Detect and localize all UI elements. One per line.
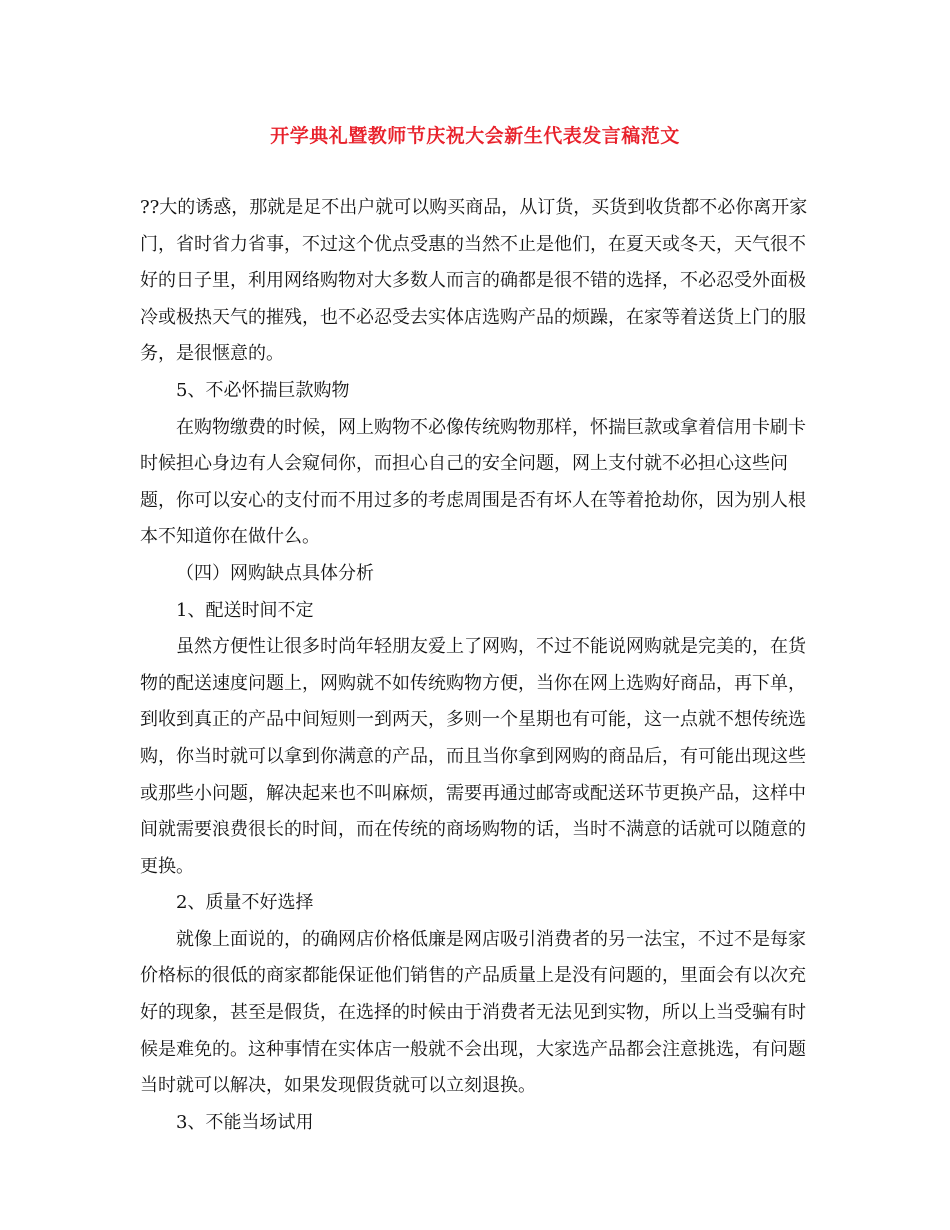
body-paragraph: 在购物缴费的时候，网上购物不必像传统购物那样，怀揣巨款或拿着信用卡刷卡时候担心身边有人会窥伺你，而担心自己的安全问题，网上支付就不必担心这些问题，你可以安心的支付而不用过多的考虑周围是否有坏人在等着抢劫你，因为别人根本不知道你在做什么。 <box>140 416 806 548</box>
section-heading: （四）网购缺点具体分析 <box>176 562 374 584</box>
section-heading: 5、不必怀揣巨款购物 <box>176 379 350 401</box>
body-paragraph: 就像上面说的，的确网店价格低廉是网店吸引消费者的另一法宝，不过不是每家价格标的很低的商家都能保证他们销售的产品质量上是没有问题的，里面会有以次充好的现象，甚至是假货，在选择的时候由于消费者无法见到实物，所以上当受骗有时候是难免的。这种事情在实体店一般就不会出现，大家选产品都会注意挑选，有问题当时就可以解决，如果发现假货就可以立刻退换。 <box>140 928 806 1097</box>
section-heading: 1、配送时间不定 <box>176 599 314 621</box>
body-paragraph: 虽然方便性让很多时尚年轻朋友爱上了网购，不过不能说网购就是完美的，在货物的配送速度问题上，网购就不如传统购物方便，当你在网上选购好商品，再下单，到收到真正的产品中间短则一到两天，多则一个星期也有可能，这一点就不想传统选购，你当时就可以拿到你满意的产品，而且当你拿到网购的商品后，有可能出现这些或那些小问题，解决起来也不叫麻烦，需要再通过邮寄或配送环节更换产品，这样中间就需要浪费很长的时间，而在传统的商场购物的话，当时不满意的话就可以随意的更换。 <box>140 636 806 877</box>
section-heading: 3、不能当场试用 <box>176 1111 314 1133</box>
section-heading: 2、质量不好选择 <box>176 892 314 914</box>
document-title: 开学典礼暨教师节庆祝大会新生代表发言稿范文 <box>270 125 680 147</box>
document-body <box>140 190 820 1141</box>
body-paragraph: ??大的诱惑，那就是足不出户就可以购买商品，从订货，买货到收货都不必你离开家门，省时省力省事，不过这个优点受惠的当然不止是他们，在夏天或冬天，天气很不好的日子里，利用网络购物对大多数人而言的确都是很不错的选择，不必忍受外面极冷或极热天气的摧残，也不必忍受去实体店选购产品的烦躁，在家等着送货上门的服务，是很惬意的。 <box>140 197 808 365</box>
